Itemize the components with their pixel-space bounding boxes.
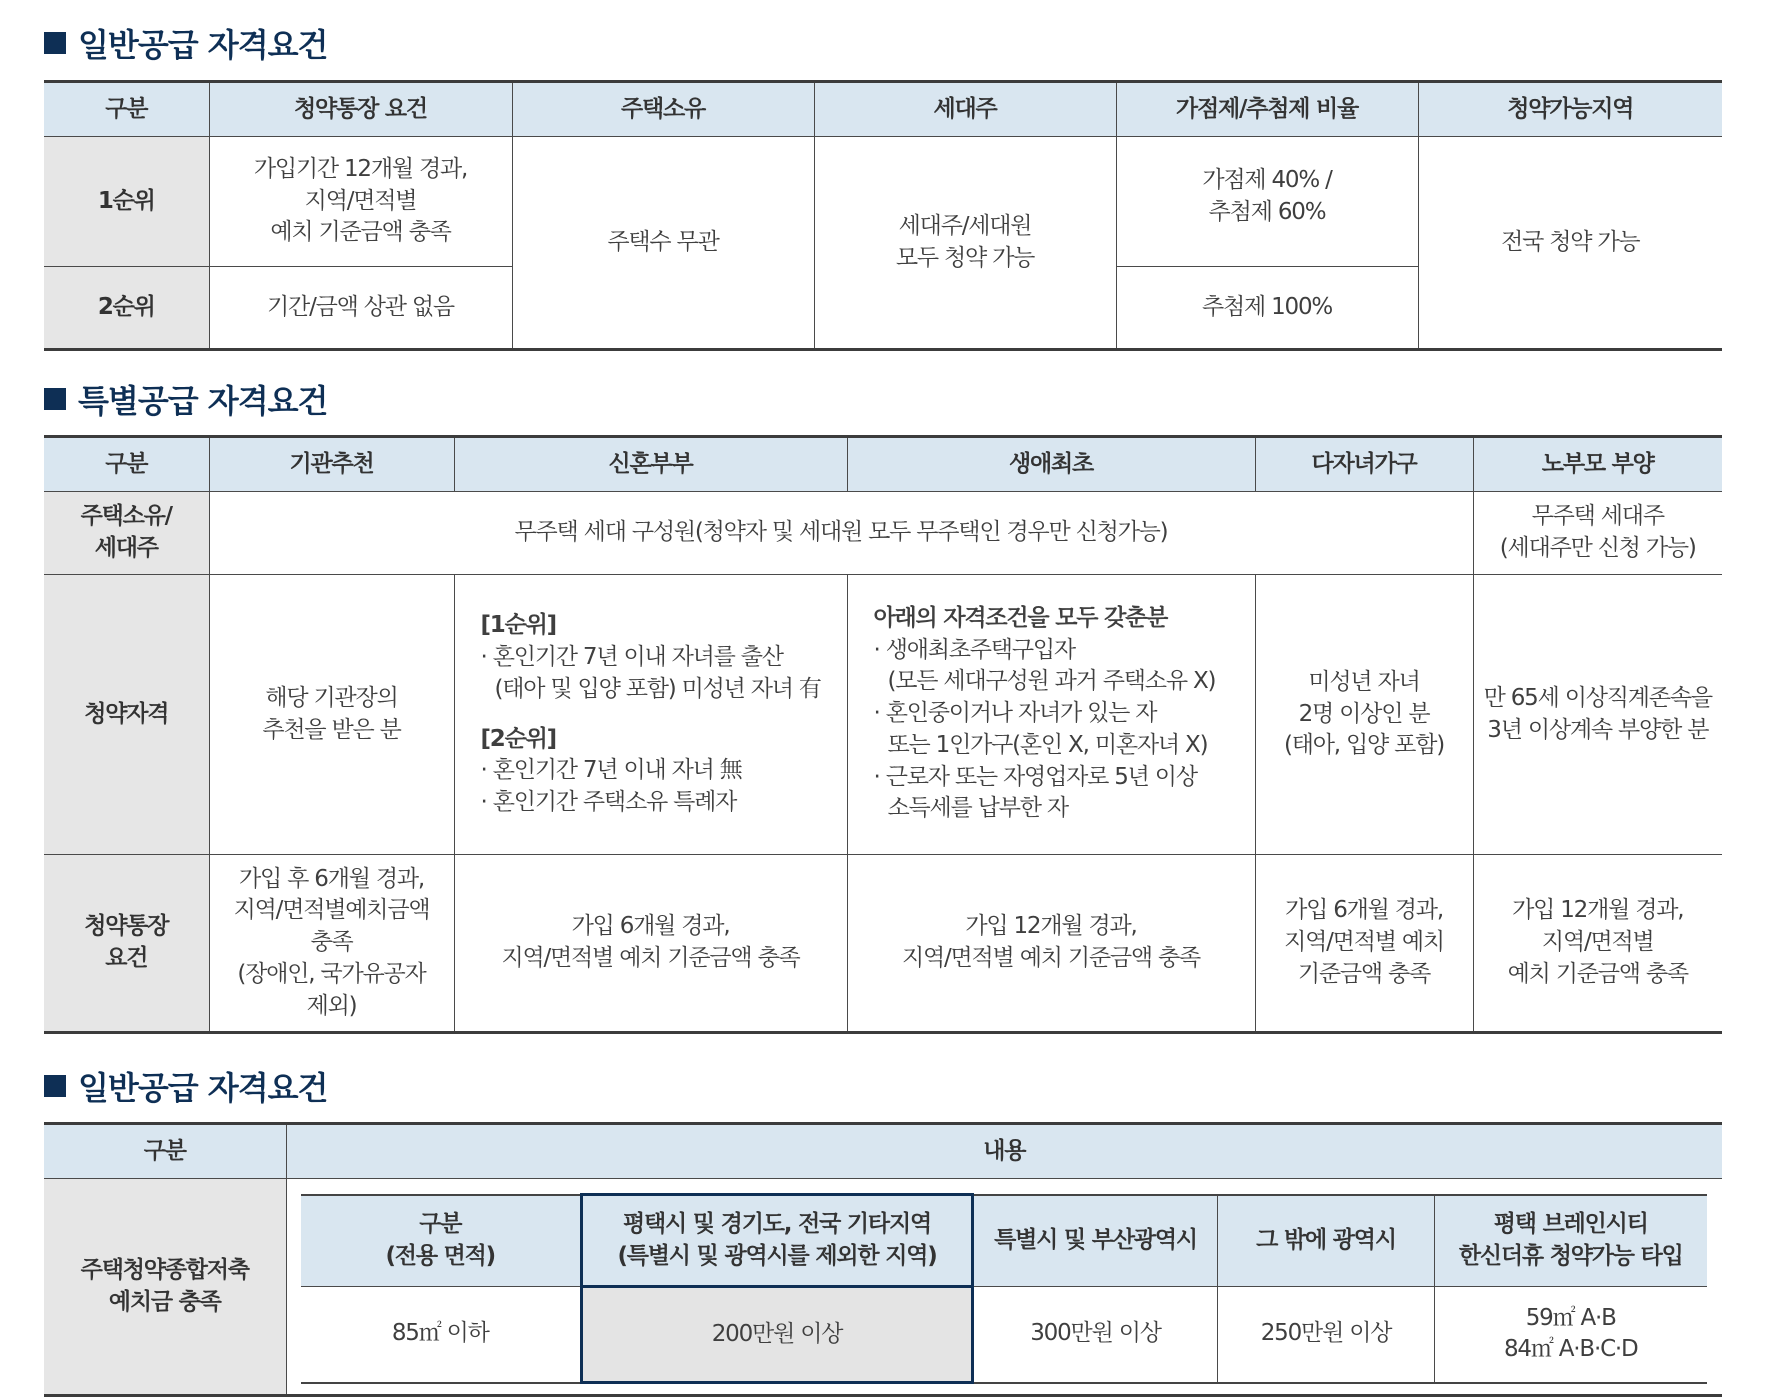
rank1-ratio: 가점제 40% / 추첨제 60% — [1116, 137, 1418, 267]
deposit-requirement-table — [44, 1122, 1722, 1397]
header-category: 구분 — [44, 1124, 286, 1179]
account-elderly-parents: 가입 12개월 경과, 지역/면적별 예치 기준금액 충족 — [1473, 855, 1722, 1033]
header-house-ownership: 주택소유 — [512, 82, 814, 137]
inner-header-special-city: 특별시 및 부산광역시 — [973, 1195, 1218, 1287]
section2-title-text: 특별공급 자격요건 — [78, 382, 328, 420]
rank2-account-requirement: 기간/금액 상관 없음 — [209, 267, 512, 350]
qual-agency: 해당 기관장의 추천을 받은 분 — [209, 575, 454, 855]
row-label-rank1: 1순위 — [44, 137, 209, 267]
square-bullet-icon — [44, 1075, 66, 1097]
header-multi-child: 다자녀가구 — [1255, 437, 1473, 492]
inner-header-eligible-types: 평택 브레인시티 한신더휴 청약가능 타입 — [1435, 1195, 1707, 1287]
row-label-qualification: 청약자격 — [44, 575, 209, 855]
account-multi-child: 가입 6개월 경과, 지역/면적별 예치 기준금액 충족 — [1255, 855, 1473, 1033]
household-head-value: 세대주/세대원 모두 청약 가능 — [814, 137, 1116, 350]
qual-elderly-parents: 만 65세 이상직계존속을 3년 이상계속 부양한 분 — [1473, 575, 1722, 855]
eligible-region-value: 전국 청약 가능 — [1418, 137, 1722, 350]
general-supply-table — [44, 80, 1722, 351]
inner-header-area: 구분 (전용 면적) — [301, 1195, 582, 1287]
rank2-ratio: 추첨제 100% — [1116, 267, 1418, 350]
qual-first-time: 아래의 자격조건을 모두 갖춘분 · 생애최초주택구입자 (모든 세대구성원 과거 주택소유 X) · 혼인중이거나 자녀가 있는 자 또는 1인가구(혼인 X, 미혼자녀 X) · 근로자 또는 자영업자로 5년 이상 소득세를 납부한 자 — [847, 575, 1255, 855]
header-elderly-parents: 노부모 부양 — [1473, 437, 1722, 492]
header-category: 구분 — [44, 437, 209, 492]
section1-title — [44, 20, 327, 66]
header-first-time: 생애최초 — [847, 437, 1255, 492]
house-head-parents-value: 무주택 세대주 (세대주만 신청 가능) — [1473, 492, 1722, 575]
section1-title-text: 일반공급 자격요건 — [78, 26, 328, 64]
square-bullet-icon — [44, 32, 66, 54]
inner-header-other-metro: 그 밖에 광역시 — [1218, 1195, 1435, 1287]
special-supply-table — [44, 435, 1722, 1034]
qual-multi-child: 미성년 자녀 2명 이상인 분 (태아, 입양 포함) — [1255, 575, 1473, 855]
house-head-common-value: 무주택 세대 구성원(청약자 및 세대원 모두 무주택인 경우만 신청가능) — [209, 492, 1473, 575]
row-label-account-requirement: 청약통장 요건 — [44, 855, 209, 1033]
house-ownership-value: 주택수 무관 — [512, 137, 814, 350]
header-eligible-region: 청약가능지역 — [1418, 82, 1722, 137]
header-score-lottery-ratio: 가점제/추첨제 비율 — [1116, 82, 1418, 137]
deposit-amount-table — [301, 1193, 1707, 1384]
account-first-time: 가입 12개월 경과, 지역/면적별 예치 기준금액 충족 — [847, 855, 1255, 1033]
square-bullet-icon — [44, 388, 66, 410]
row-label-house-head: 주택소유/ 세대주 — [44, 492, 209, 575]
section3-title — [44, 1063, 327, 1109]
header-account-requirement: 청약통장 요건 — [209, 82, 512, 137]
account-agency: 가입 후 6개월 경과, 지역/면적별예치금액 충족 (장애인, 국가유공자 제외) — [209, 855, 454, 1033]
deposit-content-cell — [286, 1179, 1722, 1396]
header-agency-recommend: 기관추천 — [209, 437, 454, 492]
qual-newlywed: [1순위] · 혼인기간 7년 이내 자녀를 출산 (태아 및 입양 포함) 미성년 자녀 有 [2순위] · 혼인기간 7년 이내 자녀 無 · 혼인기간 주택소유 특례자 — [454, 575, 847, 855]
inner-eligible-types-value: 59㎡ A·B 84㎡ A·B·C·D — [1435, 1287, 1707, 1383]
inner-header-gyeonggi: 평택시 및 경기도, 전국 기타지역 (특별시 및 광역시를 제외한 지역) — [582, 1195, 973, 1287]
row-label-rank2: 2순위 — [44, 267, 209, 350]
header-content: 내용 — [286, 1124, 1722, 1179]
header-household-head: 세대주 — [814, 82, 1116, 137]
inner-area-value: 85㎡ 이하 — [301, 1287, 582, 1383]
row-label-deposit: 주택청약종합저축 예치금 충족 — [44, 1179, 286, 1396]
rank1-account-requirement: 가입기간 12개월 경과, 지역/면적별 예치 기준금액 충족 — [209, 137, 512, 267]
section2-title — [44, 376, 327, 422]
header-newlywed: 신혼부부 — [454, 437, 847, 492]
section3-title-text: 일반공급 자격요건 — [78, 1069, 328, 1107]
inner-other-metro-value: 250만원 이상 — [1218, 1287, 1435, 1383]
inner-gyeonggi-value: 200만원 이상 — [582, 1287, 973, 1383]
inner-special-city-value: 300만원 이상 — [973, 1287, 1218, 1383]
account-newlywed: 가입 6개월 경과, 지역/면적별 예치 기준금액 충족 — [454, 855, 847, 1033]
header-category: 구분 — [44, 82, 209, 137]
